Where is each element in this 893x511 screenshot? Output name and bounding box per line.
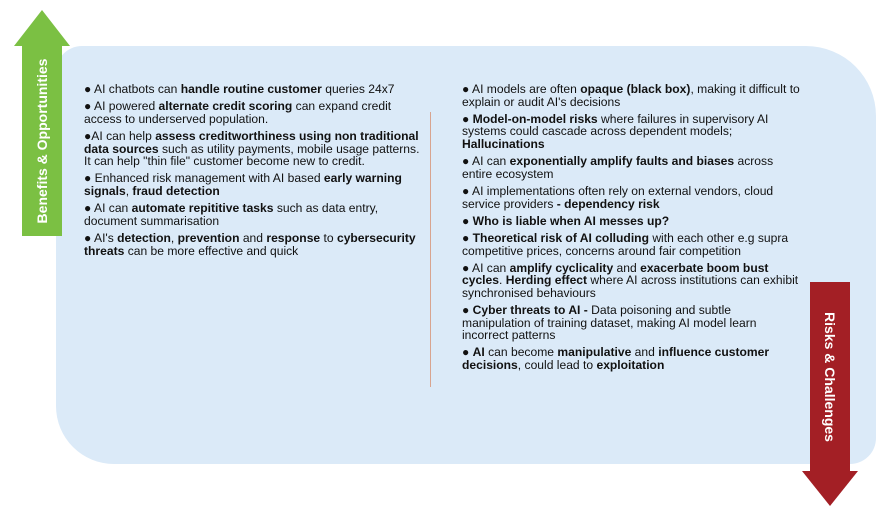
text-segment: ● (462, 230, 473, 245)
text-segment: , could lead to (517, 358, 597, 373)
text-segment: can become (484, 345, 558, 360)
bold-text: ● Who is liable when AI messes up? (462, 213, 670, 228)
text-segment: such as utility payments, mobile usage patterns. It can help "thin file" customer become new to credit. (84, 141, 420, 169)
text-segment: can expand credit access to underserved population. (84, 99, 392, 126)
text-segment: to (320, 230, 337, 245)
benefit-item (84, 130, 424, 168)
text-segment: ● AI can (84, 201, 132, 216)
benefits-arrow (14, 10, 70, 236)
bold-text: opaque (black box) (580, 82, 691, 96)
bold-text: - dependency risk (556, 196, 660, 211)
text-segment: ● Enhanced risk management with AI based (84, 171, 324, 186)
bold-text: automate repititive tasks (131, 201, 274, 216)
text-segment: , (125, 183, 133, 198)
risks-arrow (802, 282, 858, 506)
risk-item (462, 346, 802, 371)
column-divider (430, 112, 431, 387)
bold-text: amplify cyclicality (509, 260, 614, 275)
benefits-label: Benefits & Opportunities (34, 58, 50, 224)
benefits-list (84, 83, 424, 262)
bold-text: exacerbate boom bust cycles (462, 260, 769, 288)
benefit-item (84, 232, 424, 257)
risk-item (462, 185, 802, 210)
bold-text: AI (472, 345, 485, 360)
text-segment: with each other e.g supra competitive prices, concerns around fair competition (462, 230, 789, 258)
bold-text: manipulative (557, 345, 632, 360)
bold-text: influence customer decisions (462, 345, 770, 373)
bold-text: handle routine customer (180, 82, 322, 96)
text-segment: Data poisoning and subtle manipulation of training dataset, making AI model learn incorrect patterns (462, 303, 757, 343)
risk-item (462, 83, 802, 108)
benefit-item (84, 172, 424, 197)
arrow-down-icon (802, 471, 858, 506)
bold-text: fraud detection (132, 183, 220, 198)
bold-text: response (266, 230, 321, 245)
text-segment: such as data entry, document summarisation (84, 201, 379, 228)
bold-text: early warning signals (84, 171, 402, 198)
risk-item (462, 262, 802, 300)
text-segment: ● AI can (462, 260, 510, 275)
bold-text: detection (117, 230, 171, 245)
text-segment: ● AI powered (84, 99, 159, 114)
risk-item (462, 155, 802, 180)
bold-text: Herding effect (505, 273, 588, 288)
text-segment: across entire ecosystem (462, 154, 774, 181)
text-segment: can be more effective and quick (124, 243, 299, 258)
benefit-item (84, 202, 424, 227)
bold-text: Cyber threats to AI - (472, 303, 588, 318)
risk-item (462, 215, 802, 228)
text-segment: , making it difficult to explain or audit AI's decisions (462, 82, 800, 109)
text-segment: . (499, 273, 506, 288)
text-segment: ● (462, 303, 473, 318)
risk-item (462, 232, 802, 257)
text-segment: ● AI's (84, 230, 118, 245)
bold-text: exponentially amplify faults and biases (509, 154, 735, 169)
text-segment: , (170, 230, 178, 245)
text-segment: and (631, 345, 659, 360)
text-segment: and (239, 230, 267, 245)
benefit-item (84, 83, 424, 96)
text-segment: and (613, 260, 641, 275)
text-segment: ● (462, 345, 473, 360)
risk-item (462, 113, 802, 151)
bold-text: exploitation (596, 358, 665, 373)
bold-text: assess creditworthiness using non traditional data sources (84, 128, 419, 156)
bold-text: alternate credit scoring (158, 99, 293, 114)
text-segment: ● AI models are often (462, 82, 581, 96)
risk-item (462, 304, 802, 342)
risks-label: Risks & Challenges (822, 312, 838, 442)
text-segment: where failures in supervisory AI systems could cascade across dependent models; (462, 111, 769, 139)
bold-text: Model-on-model risks (472, 111, 598, 126)
text-segment: ● AI implementations often rely on external vendors, cloud service providers (462, 183, 774, 211)
text-segment: queries 24x7 (321, 82, 395, 96)
text-segment: ● AI chatbots can (84, 82, 181, 96)
bold-text: prevention (177, 230, 240, 245)
bold-text: Hallucinations (462, 136, 545, 151)
text-segment: ● AI can (462, 154, 510, 169)
bold-text: cybersecurity threats (84, 230, 416, 258)
text-segment: ● (462, 111, 473, 126)
text-segment: where AI across institutions can exhibit synchronised behaviours (462, 273, 799, 300)
text-segment: ●AI can help (84, 128, 156, 143)
benefit-item (84, 100, 424, 125)
risks-list (462, 83, 802, 376)
bold-text: Theoretical risk of AI colluding (472, 230, 649, 245)
